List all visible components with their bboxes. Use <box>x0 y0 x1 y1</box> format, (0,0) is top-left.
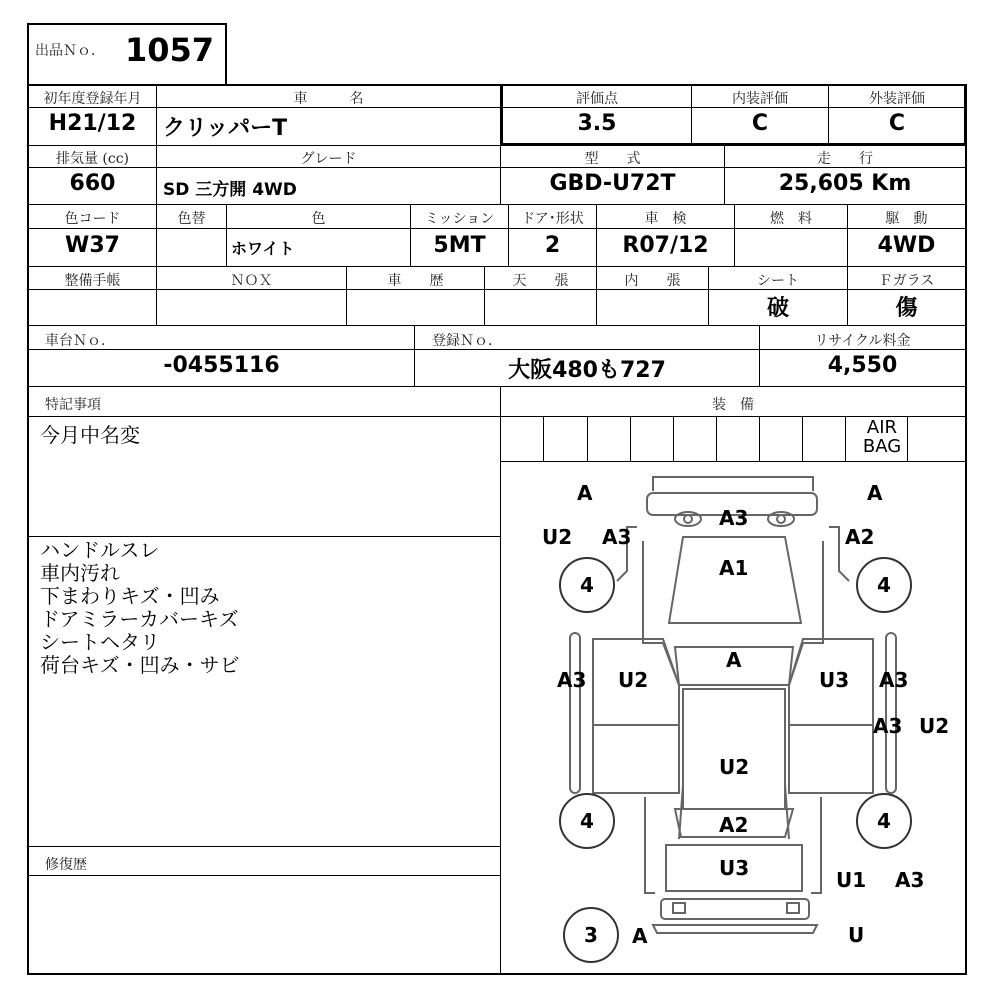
outer-right <box>965 84 967 974</box>
front-fender-right-inner <box>803 541 823 643</box>
rear-fender-right <box>811 797 821 893</box>
registration-label: 登録Ｎｏ． <box>432 333 502 349</box>
bed-shape <box>683 689 785 809</box>
grid-h-6 <box>27 386 967 387</box>
interior-value: C <box>751 111 769 136</box>
mark-u2-front-left: U2 <box>542 525 573 549</box>
inspection-value: R07/12 <box>622 233 709 258</box>
first-reg-label: 初年度登録年月 <box>43 91 142 107</box>
mark-hood: A1 <box>719 556 749 580</box>
lot-box-right <box>225 23 227 85</box>
fuel-label: 燃 料 <box>770 211 812 227</box>
color-label: 色 <box>311 211 326 227</box>
mark-a3-left: A3 <box>557 668 587 692</box>
notes-list <box>40 539 240 677</box>
door-label: ドア･形状 <box>521 211 584 227</box>
first-reg-value: H21/12 <box>48 111 137 136</box>
mark-rear-bumper: A <box>632 924 648 948</box>
service-book-label: 整備手帳 <box>64 273 121 289</box>
mileage-label: 走 行 <box>817 151 873 167</box>
nox-label: ＮＯＸ <box>230 273 273 289</box>
equip-v3 <box>630 416 631 462</box>
tire-rear-left: 4 <box>559 793 615 849</box>
chassis-value: -0455116 <box>163 353 280 378</box>
door-value: 2 <box>544 233 561 258</box>
equip-v2 <box>587 416 588 462</box>
notes-top: 今月中名変 <box>40 423 140 447</box>
drive-label: 駆 動 <box>885 211 928 227</box>
recycle-value: 4,550 <box>827 353 898 378</box>
front-fender-left-inner <box>643 541 663 643</box>
mark-bed: U2 <box>719 755 750 779</box>
displacement-label: 排気量 (cc) <box>55 151 130 167</box>
tire-rear-right: 4 <box>856 793 912 849</box>
v-lower-mid <box>500 386 501 974</box>
note-line: 車内汚れ <box>40 561 120 585</box>
airbag-line1: AIR <box>866 417 898 438</box>
mark-front-bumper: A3 <box>719 506 749 530</box>
equip-v4 <box>673 416 674 462</box>
model-label: 型 式 <box>584 151 641 167</box>
mission-label: ミッション <box>424 211 495 227</box>
door-left <box>593 639 679 793</box>
model-value: GBD-U72T <box>549 171 676 196</box>
front-bumper-top <box>653 477 813 491</box>
note-line: シートヘタリ <box>40 630 160 654</box>
mark-u3-right: U3 <box>819 668 850 692</box>
mirror-left <box>570 633 580 793</box>
grid-h-6b <box>27 416 967 417</box>
repaint-label: 色替 <box>177 211 206 227</box>
drive-value: 4WD <box>877 233 936 258</box>
interior-label: 内装評価 <box>732 91 788 107</box>
note-line: ハンドルスレ <box>40 538 160 562</box>
mark-tailgate: U3 <box>719 856 750 880</box>
mirror-right <box>886 633 896 793</box>
airbag-line2: BAG <box>862 436 902 457</box>
equip-v6 <box>759 416 760 462</box>
displacement-value: 660 <box>69 171 116 196</box>
note-line: ドアミラーカバーキズ <box>40 607 239 631</box>
tire-spare: 3 <box>563 907 619 963</box>
registration-value: 大阪480も727 <box>508 358 666 383</box>
mark-roof: A <box>726 648 742 672</box>
tire-front-right: 4 <box>856 557 912 613</box>
mark-u2-right2: U2 <box>919 714 950 738</box>
mark-a3-rear-right: A3 <box>895 868 925 892</box>
mark-a3-front-left: A3 <box>602 525 632 549</box>
h-repair-b <box>27 875 501 876</box>
hood-shape <box>669 537 801 623</box>
seat-value: 破 <box>766 295 789 321</box>
h-repair-top <box>27 846 501 847</box>
mark-a3-right2: A3 <box>873 714 903 738</box>
grade-value: SD 三方開 4WD <box>163 180 297 200</box>
lot-box-left <box>27 23 29 85</box>
mark-rear-panel: A2 <box>719 813 749 837</box>
chassis-label: 車台Ｎｏ． <box>45 333 115 349</box>
h-notes-split <box>27 536 501 537</box>
grid-h-5 <box>27 325 967 326</box>
h-equip-bottom <box>500 461 967 462</box>
grade-label: グレード <box>300 151 357 167</box>
f-glass-value: 傷 <box>895 295 918 321</box>
color-code-value: W37 <box>65 233 120 258</box>
score-value: 3.5 <box>577 111 617 136</box>
mark-spare-right: U <box>848 923 865 947</box>
eval-box-bottom <box>500 143 967 146</box>
seat-label: シート <box>757 273 799 289</box>
equip-v7 <box>802 416 803 462</box>
mark-a2-front-right: A2 <box>845 525 875 549</box>
lot-number: 1057 <box>125 31 215 69</box>
exterior-value: C <box>888 111 906 136</box>
equip-v8 <box>845 416 846 462</box>
mark-u1-rear-right: U1 <box>836 868 867 892</box>
score-label: 評価点 <box>576 91 618 107</box>
repair-label: 修復歴 <box>45 857 87 873</box>
equipment-label: 装 備 <box>712 397 754 413</box>
mission-value: 5MT <box>433 233 486 258</box>
recycle-label: リサイクル料金 <box>814 333 911 349</box>
mark-u2-left: U2 <box>618 668 649 692</box>
lot-label: 出品Ｎｏ． <box>35 43 105 59</box>
color-value: ホワイト <box>231 239 295 258</box>
history-label: 車 歴 <box>387 273 444 289</box>
lot-box-top <box>27 23 227 25</box>
grid-h-4 <box>27 266 967 267</box>
exterior-label: 外装評価 <box>869 91 925 107</box>
equip-v1 <box>543 416 544 462</box>
note-line: 荷台キズ・凹み・サビ <box>40 653 240 677</box>
inspection-label: 車 検 <box>644 211 687 227</box>
mark-a3-right: A3 <box>879 668 909 692</box>
rear-fender-left <box>645 797 655 893</box>
mileage-value: 25,605 Km <box>778 171 912 196</box>
door-right <box>789 639 873 793</box>
grid-h-3 <box>27 204 967 205</box>
roof-lining-label: 天 張 <box>512 273 569 289</box>
car-name-value: クリッパーT <box>163 116 288 141</box>
grid-h-1 <box>27 84 967 86</box>
note-line: 下まわりキズ・凹み <box>40 584 220 608</box>
tire-front-left: 4 <box>559 557 615 613</box>
interior-lining-label: 内 張 <box>624 273 681 289</box>
grid-h-3b <box>27 228 967 229</box>
airbag-cell <box>856 418 908 456</box>
color-code-label: 色コード <box>64 211 121 227</box>
mark-top-right: A <box>867 481 883 505</box>
grid-h-bottom <box>27 973 967 975</box>
mark-top-left: A <box>577 481 593 505</box>
equip-v5 <box>716 416 717 462</box>
notes-label: 特記事項 <box>45 397 101 413</box>
f-glass-label: Ｆガラス <box>878 273 935 289</box>
car-name-label: 車 名 <box>293 91 364 107</box>
